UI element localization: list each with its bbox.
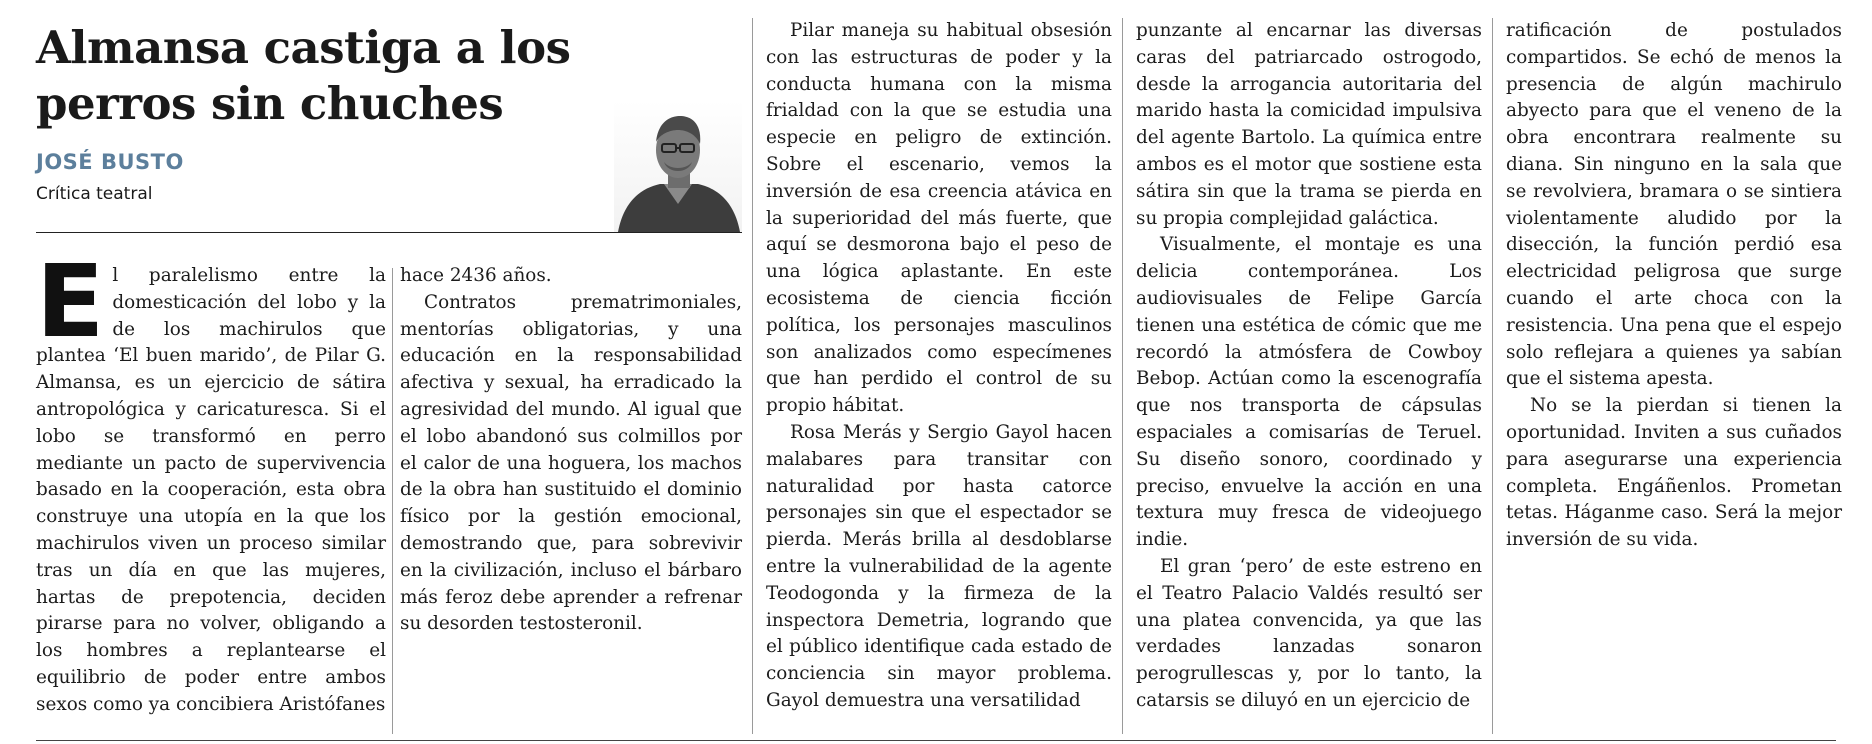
author-byline: JOSÉ BUSTO — [36, 150, 184, 174]
paragraph-2: Contratos prematrimoniales, mentorías obligatorias, y una educación en la responsabilidad afectiva y sexual, ha erradicado la agresividad del mundo. Al igual que el lobo abandonó sus colmillos por el calor de una hoguera, los machos de la obra han sustituido el dominio físico por la gestión emocional, demostrando que, para sobrevivir en la civilización, incluso el bárbaro más feroz debe aprender a refrenar su desorden testosteronil. — [400, 291, 742, 635]
column-3 — [766, 18, 1112, 715]
paragraph-4: Rosa Merás y Sergio Gayol hacen malabares para transitar con naturalidad por hasta catorce personajes sin que el espectador se pierda. Merás brilla al desdoblarse entre la vulnerabilidad de la agente Teodogonda y la firmeza de la inspectora Demetria, logrando que el público identifique cada estado de conciencia sin mayor problema. Gayol demuestra una versatilidad — [766, 421, 1112, 711]
column-5 — [1506, 18, 1842, 554]
author-photo — [614, 100, 742, 232]
column-divider — [1122, 18, 1123, 734]
section-label: Crítica teatral — [36, 184, 153, 204]
paragraph-4-cont: punzante al encarnar las diversas caras del patriarcado ostrogodo, desde la arrogancia autoritaria del marido hasta la comicidad impulsiva del agente Bartolo. La química entre ambos es el motor que sostiene esta sátira sin que la trama se pierda en su propia complejidad galáctica. — [1136, 20, 1482, 229]
column-2 — [400, 263, 742, 638]
column-divider — [1492, 18, 1493, 734]
paragraph-6: El gran ‘pero’ de este estreno en el Teatro Palacio Valdés resultó ser una platea convencida, ya que las verdades lanzadas sonaron perogrullescas y, por lo tanto, la catarsis se diluyó en un ejercicio de — [1136, 555, 1482, 711]
paragraph-6-cont: ratificación de postulados compartidos. Se echó de menos la presencia de algún machirulo abyecto para que el veneno de la obra encontrara realmente su diana. Sin ninguno en la sala que se revolviera, bramara o se sintiera violentamente aludido por la disección, la función perdió esa electricidad peligrosa que surge cuando el arte choca con la resistencia. Una pena que el espejo solo reflejara a quienes ya sabían que el sistema apesta. — [1506, 20, 1842, 390]
paragraph-5: Visualmente, el montaje es una delicia contemporánea. Los audiovisuales de Felipe García tienen una estética de cómic que me recordó la atmósfera de Cowboy Bebop. Actúan como la escenografía que nos transporta de cápsulas espaciales a comisarías de Teruel. Su diseño sonoro, coordinado y preciso, envuelve la acción en una textura muy fresca de videojuego indie. — [1136, 234, 1482, 551]
drop-cap: E — [36, 243, 105, 360]
column-divider — [752, 18, 753, 734]
paragraph-7: No se la pierdan si tienen la oportunidad. Inviten a sus cuñados para asegurarse una experiencia completa. Engáñenlos. Prometan tetas. Háganme caso. Será la mejor inversión de su vida. — [1506, 395, 1842, 551]
paragraph-1-cont: hace 2436 años. — [400, 265, 552, 286]
paragraph-3: Pilar maneja su habitual obsesión con las estructuras de poder y la conducta humana con la misma frialdad con la que se estudia una especie en peligro de extinción. Sobre el escenario, vemos la inversión de esa creencia atávica en la superioridad del más fuerte, que aquí se desmorona bajo el peso de una lógica aplastante. En este ecosistema de ciencia ficción política, los personajes masculinos son analizados como especímenes que han perdido el control de su propio hábitat. — [766, 20, 1112, 417]
headline: Almansa castiga a los perros sin chuches — [36, 21, 571, 130]
header-rule — [36, 232, 742, 233]
bottom-rule — [36, 740, 1836, 741]
paragraph-1: El paralelismo entre la domesticación del lobo y la de los machirulos que plantea ‘El buen marido’, de Pilar G. Almansa, es un ejercicio de sátira antropológica y caricaturesca. Si el lobo se transformó en perro mediante un pacto de supervivencia basado en la cooperación, esta obra construye una utopía en la que los machirulos viven un proceso similar tras un día en que las mujeres, hartas de prepotencia, deciden pirarse para no volver, obligando a los hombres a replantearse el equilibrio de poder entre ambos sexos como ya concibiera Aristófanes — [36, 243, 386, 715]
column-1 — [36, 243, 386, 719]
column-divider — [392, 268, 393, 734]
column-4 — [1136, 18, 1482, 715]
